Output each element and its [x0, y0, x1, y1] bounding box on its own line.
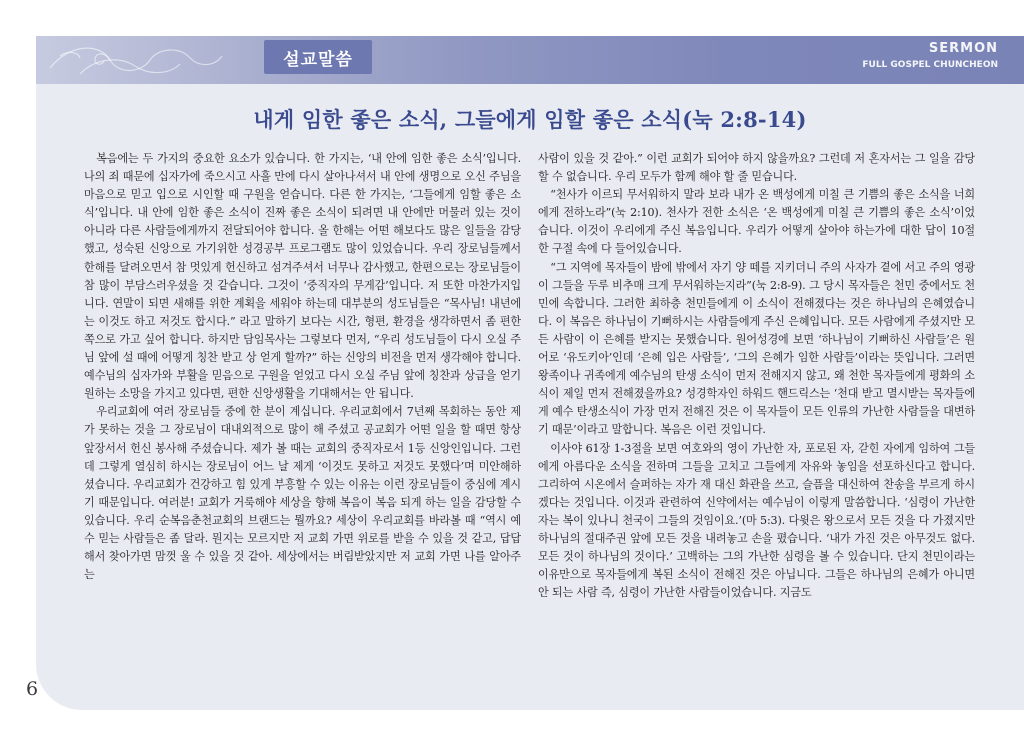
page-number: 6 [26, 678, 39, 700]
brand-sermon: SERMON [928, 41, 998, 56]
swirl-ornament-icon [40, 38, 240, 82]
paragraph: “천사가 이르되 무서워하지 말라 보라 내가 온 백성에게 미칠 큰 기쁨의 좋은 소식을 너희에게 전하노라”(눅 2:10). 천사가 전한 소식은 ‘온 백성에게 미칠 큰 기쁨의 좋은 소식’이었습니다. 이것이 우리에게 주신 복음입니다. 우리가 어떻게 살아야 하는가에 대한 답이 10절 한 구절 속에 다 들어있습니다. [538, 188, 975, 256]
section-label: 설교말씀 [264, 40, 372, 74]
paragraph: “그 지역에 목자들이 밤에 밖에서 자기 양 떼를 지키더니 주의 사자가 곁에 서고 주의 영광이 그들을 두루 비추매 크게 무서워하는지라”(눅 2:8-9). 그 당시 목자들은 천민 중에서도 천민에 속합니다. 그러한 최하층 천민들에게 이 소식이 전해졌다는 것은 하나님의 은혜였습니다. 이 복음은 하나님이 기뻐하시는 사람들에게 주신 은혜입니다. 모든 사람에게 주셨지만 모든 사람이 이 은혜를 받지는 못했습니다. 원어성경에 보면 ‘하나님이 기뻐하신 사람들’은 원어로 ‘유도키아’인데 ‘은혜 입은 사람들’, ‘그의 은혜가 임한 사람들’이라는 뜻입니다. 그러면 왕족이나 귀족에게 예수님의 탄생 소식이 먼저 전해지지 않고, 왜 천한 목자들에게 평화의 소식이 제일 먼저 전해졌을까요? 성경학자인 하워드 핸드릭스는 ‘천대 받고 멸시받는 목자들에게 예수 탄생소식이 가장 먼저 전해진 것은 이 목자들이 모든 인류의 가난한 사람들을 대변하기 때문’이라고 말합니다. 복음은 이런 것입니다. [538, 260, 975, 437]
article-title: 내게 임한 좋은 소식, 그들에게 임할 좋은 소식(눅 2:8-14) [253, 107, 807, 132]
brand-church: FULL GOSPEL CHUNCHEON [862, 60, 998, 70]
right-column [538, 150, 975, 602]
paragraph: 우리교회에 여러 장로님들 중에 한 분이 계십니다. 우리교회에서 7년째 목회하는 동안 제가 못하는 것을 그 장로님이 대내외적으로 많이 해 주셨고 공교회가 어떤 일을 할 때면 항상 앞장서서 헌신 봉사해 주셨습니다. 제가 볼 때는 교회의 중직자로서 1등 신앙인입니다. 그런데 그렇게 열심히 하시는 장로님이 어느 날 제게 ‘이것도 못하고 저것도 못했다’며 미안해하셨습니다. 우리교회가 건강하고 힘 있게 부흥할 수 있는 이유는 이런 장로님들이 중심에 계시기 때문입니다. 여러분! 교회가 거룩해야 세상을 향해 복음이 복음 되게 하는 일을 감당할 수 있습니다. 우리 순복음춘천교회의 브랜드는 뭘까요? 세상이 우리교회를 바라볼 때 “역시 예수 믿는 사람들은 좀 달라. 뭔지는 모르지만 저 교회 가면 위로를 받을 수 있을 것 같고, 답답해서 찾아가면 맘껏 울 수 있을 것 같아. 세상에서는 버림받았지만 저 교회 가면 나를 알아주는 [84, 405, 521, 582]
paragraph: 이사야 61장 1-3절을 보면 여호와의 영이 가난한 자, 포로된 자, 갇힌 자에게 임하여 그들에게 아름다운 소식을 전하며 그들을 고치고 그들에게 자유와 놓임을 선포하신다고 합니다. 그리하여 시온에서 슬퍼하는 자가 재 대신 화관을 쓰고, 슬픔을 대신하여 찬송을 부르게 하시겠다는 것입니다. 이것과 관련하여 신약에서는 예수님이 이렇게 말씀합니다. ‘심령이 가난한자는 복이 있나니 천국이 그들의 것임이요.’(마 5:3). 다윗은 왕으로서 모든 것을 다 가졌지만 하나님의 절대주권 앞에 모든 것을 내려놓고 손을 폈습니다. ‘내가 가진 것은 아무것도 없다. 모든 것이 하나님의 것이다.’ 고백하는 그의 가난한 심령을 볼 수 있습니다. 단지 천민이라는 이유만으로 목자들에게 복된 소식이 전해진 것은 아닙니다. 그들은 하나님의 은혜가 아니면 안 되는 사람 즉, 심령이 가난한 사람들이었습니다. 지금도 [538, 441, 975, 600]
brand-block [862, 41, 998, 70]
paragraph: 복음에는 두 가지의 중요한 요소가 있습니다. 한 가지는, ‘내 안에 임한 좋은 소식’입니다. 나의 죄 때문에 십자가에 죽으시고 사흘 만에 다시 살아나셔서 내 안에 생명으로 오신 주님을 마음으로 믿고 입으로 시인할 때 구원을 얻습니다. 다른 한 가지는, ‘그들에게 임할 좋은 소식’입니다. 내 안에 임한 좋은 소식이 진짜 좋은 소식이 되려면 내 안에만 머물러 있는 것이 아니라 다른 사람들에게까지 전달되어야 합니다. 올 한해는 어떤 해보다도 많은 일들을 감당했고, 성숙된 신앙으로 가기위한 성경공부 프로그램도 많이 있었습니다. 우리 장로님들께서 한해를 달려오면서 참 멋있게 헌신하고 섬겨주셔서 너무나 감사했고, 한편으로는 장로님들이 참 많이 부담스러우셨을 것 같습니다. 그것이 ‘중직자의 무게감’입니다. 저 또한 마찬가지입니다. 연말이 되면 새해를 위한 계획을 세워야 하는데 대부분의 성도님들은 “목사님! 내년에는 이것도 하고 저것도 합시다.” 라고 말하기 보다는 시간, 형편, 환경을 생각하면서 좀 편한 쪽으로 가고 싶어 합니다. 하지만 담임목사는 그렇보다 먼저, “우리 성도님들이 다시 오실 주님 앞에 설 때에 어떻게 칭찬 받고 상 얻게 할까?” 하는 신앙의 비전을 먼저 생각해야 합니다. 예수님의 십자가와 부활을 믿음으로 구원을 얻었고 다시 오실 주님 앞에 칭찬과 상급을 얻기 원하는 소망을 가지고 있다면, 편한 신앙생활을 기대해서는 안 됩니다. [84, 152, 521, 401]
paragraph: 사람이 있을 것 같아.” 이런 교회가 되어야 하지 않을까요? 그런데 저 혼자서는 그 일을 감당할 수 없습니다. 우리 모두가 함께 해야 할 줄 믿습니다. [538, 152, 975, 184]
left-column [84, 150, 521, 584]
